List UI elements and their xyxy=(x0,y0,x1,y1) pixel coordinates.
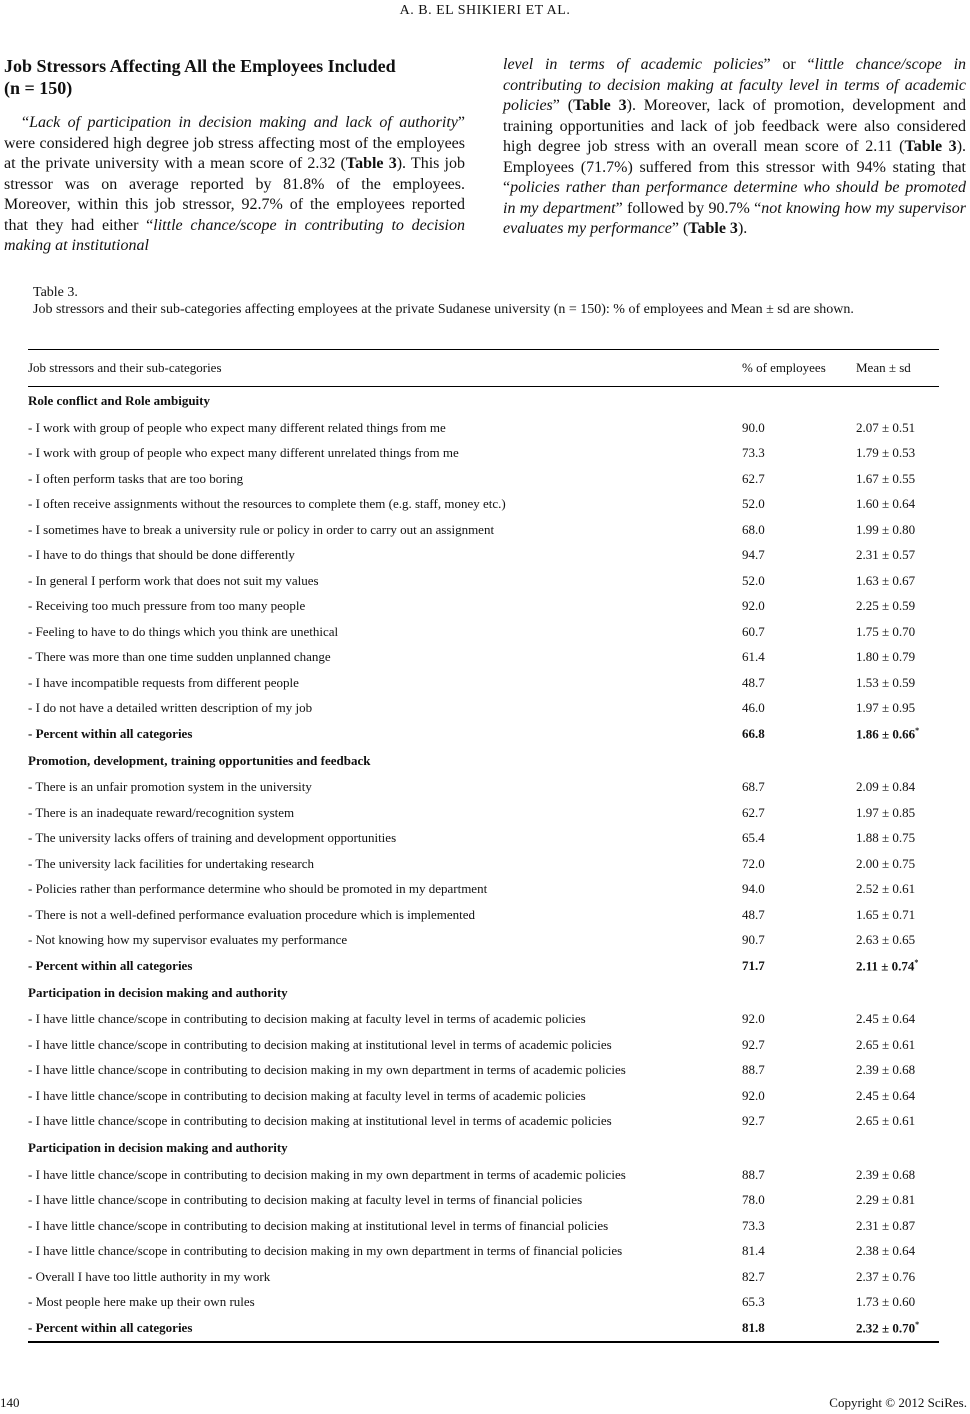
stressor-label: - I have little chance/scope in contributing to decision making at faculty level in terms of academic policies xyxy=(28,1011,586,1027)
summary-row xyxy=(28,1315,939,1342)
text-run: Table 3 xyxy=(688,220,738,237)
mean-value: 2.39 ± 0.68 xyxy=(856,1166,916,1182)
mean-cell xyxy=(856,441,939,467)
header-percent: % of employees xyxy=(742,350,856,387)
percent-cell: 94.0 xyxy=(742,881,765,897)
table-row xyxy=(28,645,939,671)
mean-value: 1.79 ± 0.53 xyxy=(856,445,916,461)
mean-cell xyxy=(856,1213,939,1239)
text-run: ” followed by 90.7% “ xyxy=(615,199,762,217)
table-row xyxy=(28,902,939,928)
stressor-label: - There is an inadequate reward/recognition system xyxy=(28,804,295,820)
text-run: little chance/scope in contributing to decision making at institutional xyxy=(4,216,465,254)
header-stressors: Job stressors and their sub-categories xyxy=(28,350,742,387)
stressor-label: - I have little chance/scope in contributing to decision making in my own department in terms of financial policies xyxy=(28,1243,623,1259)
mean-cell xyxy=(856,670,939,696)
percent-cell: 68.7 xyxy=(742,779,765,795)
percent-cell: 73.3 xyxy=(742,445,765,461)
stressor-label: - The university lack facilities for undertaking research xyxy=(28,855,315,871)
stressor-label: - Feeling to have to do things which you think are unethical xyxy=(28,623,339,639)
table-row xyxy=(28,1032,939,1058)
text-run: ” ( xyxy=(552,97,574,114)
stressor-label: - I work with group of people who expect many different unrelated things from me xyxy=(28,445,459,461)
table-row xyxy=(28,670,939,696)
percent-cell: 88.7 xyxy=(742,1166,765,1182)
category-row xyxy=(28,387,939,416)
percent-cell: 92.0 xyxy=(742,1011,765,1027)
mean-cell xyxy=(856,594,939,620)
percent-cell: 92.7 xyxy=(742,1036,765,1052)
percent-cell: 60.7 xyxy=(742,623,765,639)
mean-cell xyxy=(856,645,939,671)
mean-cell xyxy=(856,492,939,518)
mean-cell xyxy=(856,800,939,826)
table-row xyxy=(28,594,939,620)
table-row xyxy=(28,1213,939,1239)
mean-cell xyxy=(856,1239,939,1265)
text-run: ” or “ xyxy=(763,56,815,73)
mean-value: 2.11 ± 0.74 xyxy=(856,957,915,973)
percent-cell: 61.4 xyxy=(742,649,765,665)
mean-value: 2.07 ± 0.51 xyxy=(856,419,916,435)
percent-cell: 46.0 xyxy=(742,700,765,716)
mean-value: 1.67 ± 0.55 xyxy=(856,470,916,486)
page-number: 140 xyxy=(0,1395,20,1410)
percent-cell: 90.0 xyxy=(742,419,765,435)
section-heading-line1: Job Stressors Affecting All the Employees Included xyxy=(4,56,396,76)
text-run: ” were considered high degree job stress affecting most of the employees at the private university with a mean score of 2.32 ( xyxy=(4,114,465,172)
mean-value: 1.63 ± 0.67 xyxy=(856,572,916,588)
stressor-label: - Percent within all categories xyxy=(28,957,193,973)
percent-cell: 66.8 xyxy=(742,725,765,741)
mean-cell xyxy=(856,775,939,801)
stressor-label: - Percent within all categories xyxy=(28,1315,742,1342)
percent-cell: 78.0 xyxy=(742,1192,765,1208)
summary-row xyxy=(28,953,939,979)
stressor-label: - There is an unfair promotion system in the university xyxy=(28,779,312,795)
mean-cell xyxy=(856,1264,939,1290)
table-row xyxy=(28,1162,939,1188)
significance-marker: * xyxy=(914,957,919,967)
table-row xyxy=(28,1290,939,1316)
table-caption-text: Job stressors and their sub-categories affecting employees at the private Sudanese university (n = 150): % of employees and Mean ± sd are shown. xyxy=(33,302,854,317)
table-row xyxy=(28,415,939,441)
table-caption xyxy=(33,284,948,318)
percent-cell: 92.7 xyxy=(742,1113,765,1129)
section-heading xyxy=(4,55,465,99)
stressor-label: - There was more than one time sudden unplanned change xyxy=(28,649,331,665)
mean-value: 2.09 ± 0.84 xyxy=(856,779,916,795)
percent-cell: 92.0 xyxy=(742,1087,765,1103)
mean-cell xyxy=(856,1058,939,1084)
text-run: “ xyxy=(22,114,30,131)
percent-cell: 73.3 xyxy=(742,1217,765,1233)
mean-value: 2.45 ± 0.64 xyxy=(856,1011,916,1027)
table-row xyxy=(28,568,939,594)
text-run: level in terms of academic policies xyxy=(503,56,764,73)
table-row xyxy=(28,466,939,492)
percent-cell: 68.0 xyxy=(742,521,765,537)
table-row xyxy=(28,775,939,801)
stressor-label: - Percent within all categories xyxy=(28,725,193,741)
mean-value: 2.52 ± 0.61 xyxy=(856,881,916,897)
header-mean: Mean ± sd xyxy=(856,350,939,387)
mean-cell xyxy=(856,928,939,954)
percent-cell: 82.7 xyxy=(742,1268,765,1284)
running-header: A. B. EL SHIKIERI ET AL. xyxy=(399,3,571,18)
table-row xyxy=(28,800,939,826)
text-run: Table 3 xyxy=(573,97,627,114)
mean-cell xyxy=(856,902,939,928)
stressor-label: - I often receive assignments without the resources to complete them (e.g. staff, money etc.) xyxy=(28,496,506,512)
table-row xyxy=(28,517,939,543)
percent-cell: 52.0 xyxy=(742,572,765,588)
section-heading-line2: (n = 150) xyxy=(4,78,73,98)
table-header-row xyxy=(28,350,939,387)
category-row xyxy=(28,1134,939,1162)
stressor-label: - I have little chance/scope in contributing to decision making at institutional level in terms of academic policies xyxy=(28,1036,612,1052)
mean-value: 2.25 ± 0.59 xyxy=(856,598,916,614)
data-table xyxy=(28,349,939,1343)
mean-value: 1.88 ± 0.75 xyxy=(856,830,916,846)
mean-value: 2.32 ± 0.70 xyxy=(856,1319,916,1335)
mean-cell xyxy=(856,517,939,543)
percent-cell: 62.7 xyxy=(742,470,765,486)
mean-cell xyxy=(856,1083,939,1109)
mean-cell xyxy=(856,466,939,492)
stressor-label: - I have little chance/scope in contributing to decision making in my own department in terms of academic policies xyxy=(28,1166,626,1182)
mean-value: 2.31 ± 0.57 xyxy=(856,547,916,563)
mean-value: 1.65 ± 0.71 xyxy=(856,906,916,922)
percent-cell: 65.4 xyxy=(742,830,765,846)
mean-value: 1.86 ± 0.66 xyxy=(856,725,916,741)
table-row xyxy=(28,696,939,722)
text-run: little chance/scope in contributing to decision making at faculty level in terms of academic policies xyxy=(503,56,967,114)
text-run: Table 3 xyxy=(904,138,957,155)
mean-value: 2.31 ± 0.87 xyxy=(856,1217,916,1233)
stressor-label: - Receiving too much pressure from too many people xyxy=(28,598,306,614)
percent-cell: 81.8 xyxy=(742,1315,856,1342)
right-column xyxy=(503,55,966,240)
mean-cell xyxy=(856,851,939,877)
text-run: ). Employees (71.7%) suffered from this stressor with 94% stating that “ xyxy=(503,138,967,196)
text-run: ). This job stressor was on average reported by 81.8% of the employees. Moreover, within this job stressor, 92.7% of the employees reported that they had either “ xyxy=(4,155,465,234)
stressor-label: - I have to do things that should be done differently xyxy=(28,547,295,563)
mean-value: 2.65 ± 0.61 xyxy=(856,1113,916,1129)
table-row xyxy=(28,877,939,903)
category-label: Participation in decision making and authority xyxy=(28,984,288,1000)
text-run: ” ( xyxy=(671,220,689,237)
mean-cell xyxy=(856,696,939,722)
mean-value: 1.99 ± 0.80 xyxy=(856,521,916,537)
significance-marker: * xyxy=(915,725,920,735)
stressor-label: - There is not a well-defined performance evaluation procedure which is implemented xyxy=(28,906,476,922)
percent-cell: 71.7 xyxy=(742,957,765,973)
stressor-label: - Policies rather than performance determine who should be promoted in my department xyxy=(28,881,488,897)
mean-value: 1.60 ± 0.64 xyxy=(856,496,916,512)
mean-cell xyxy=(856,1188,939,1214)
category-row xyxy=(28,747,939,775)
text-run: ). Moreover, lack of promotion, development and training opportunities and lack of job feedback were also considered high degree job stress with an overall mean score of 2.11 ( xyxy=(503,97,967,155)
table-row xyxy=(28,1058,939,1084)
percent-cell: 88.7 xyxy=(742,1062,765,1078)
category-label: Participation in decision making and authority xyxy=(28,1140,288,1155)
text-run: not knowing how my supervisor evaluates my performance xyxy=(503,199,967,237)
copyright: Copyright © 2012 SciRes. xyxy=(829,1395,967,1410)
mean-value: 2.00 ± 0.75 xyxy=(856,855,916,871)
table-row xyxy=(28,826,939,852)
mean-value: 1.97 ± 0.95 xyxy=(856,700,916,716)
mean-cell xyxy=(856,1032,939,1058)
mean-value: 2.37 ± 0.76 xyxy=(856,1268,916,1284)
mean-cell xyxy=(856,1315,939,1342)
mean-cell xyxy=(856,1109,939,1135)
category-label: Promotion, development, training opportunities and feedback xyxy=(28,752,371,768)
left-column xyxy=(4,55,465,257)
stressor-label: - I have little chance/scope in contributing to decision making at faculty level in terms of academic policies xyxy=(28,1087,586,1103)
stressor-label: - I have little chance/scope in contributing to decision making at institutional level in terms of financial policies xyxy=(28,1217,609,1233)
mean-cell xyxy=(856,1162,939,1188)
table-row xyxy=(28,543,939,569)
mean-value: 2.65 ± 0.61 xyxy=(856,1036,916,1052)
mean-cell xyxy=(856,619,939,645)
mean-value: 2.63 ± 0.65 xyxy=(856,932,916,948)
mean-value: 2.29 ± 0.81 xyxy=(856,1192,916,1208)
mean-cell xyxy=(856,1007,939,1033)
stressor-label: - I often perform tasks that are too boring xyxy=(28,470,244,486)
table-row xyxy=(28,928,939,954)
table-row xyxy=(28,1083,939,1109)
table-row xyxy=(28,1188,939,1214)
table-row xyxy=(28,851,939,877)
mean-value: 1.80 ± 0.79 xyxy=(856,649,916,665)
text-run: Lack of participation in decision making and lack of authority xyxy=(29,114,458,131)
stressor-label: - The university lacks offers of training and development opportunities xyxy=(28,830,397,846)
table-row xyxy=(28,1109,939,1135)
percent-cell: 52.0 xyxy=(742,496,765,512)
mean-cell xyxy=(856,721,939,747)
table-row xyxy=(28,619,939,645)
percent-cell: 65.3 xyxy=(742,1294,765,1310)
stressor-label: - I have little chance/scope in contributing to decision making in my own department in terms of academic policies xyxy=(28,1062,626,1078)
stressor-label: - Not knowing how my supervisor evaluates my performance xyxy=(28,932,348,948)
mean-value: 1.97 ± 0.85 xyxy=(856,804,916,820)
stressor-label: - I have little chance/scope in contributing to decision making at institutional level in terms of academic policies xyxy=(28,1113,612,1129)
percent-cell: 62.7 xyxy=(742,804,765,820)
mean-cell xyxy=(856,826,939,852)
mean-value: 2.39 ± 0.68 xyxy=(856,1062,916,1078)
mean-value: 1.75 ± 0.70 xyxy=(856,623,916,639)
body-paragraph-left xyxy=(4,113,465,257)
mean-value: 1.73 ± 0.60 xyxy=(856,1294,916,1310)
percent-cell: 72.0 xyxy=(742,855,765,871)
table-caption-title: Table 3. xyxy=(33,285,78,300)
mean-cell xyxy=(856,568,939,594)
table-row xyxy=(28,1007,939,1033)
percent-cell: 48.7 xyxy=(742,906,765,922)
stressor-label: - Overall I have too little authority in my work xyxy=(28,1268,271,1284)
stressor-label: - In general I perform work that does not suit my values xyxy=(28,572,319,588)
body-paragraph-right xyxy=(503,55,966,240)
mean-value: 2.45 ± 0.64 xyxy=(856,1087,916,1103)
percent-cell: 90.7 xyxy=(742,932,765,948)
significance-marker: * xyxy=(915,1319,920,1329)
stressor-label: - I have incompatible requests from different people xyxy=(28,674,299,690)
text-run: Table 3 xyxy=(345,155,397,172)
percent-cell: 81.4 xyxy=(742,1243,765,1259)
table-row xyxy=(28,1264,939,1290)
mean-cell xyxy=(856,953,939,979)
mean-value: 1.53 ± 0.59 xyxy=(856,674,916,690)
stressor-label: - Most people here make up their own rules xyxy=(28,1294,255,1310)
stressor-label: - I sometimes have to break a university rule or policy in order to carry out an assignment xyxy=(28,521,495,537)
percent-cell: 92.0 xyxy=(742,598,765,614)
mean-cell xyxy=(856,877,939,903)
percent-cell: 94.7 xyxy=(742,547,765,563)
category-label: Role conflict and Role ambiguity xyxy=(28,393,210,408)
mean-cell xyxy=(856,1290,939,1316)
mean-cell xyxy=(856,415,939,441)
percent-cell: 48.7 xyxy=(742,674,765,690)
table-row xyxy=(28,441,939,467)
stressor-label: - I work with group of people who expect many different related things from me xyxy=(28,419,446,435)
table-row xyxy=(28,492,939,518)
category-row xyxy=(28,979,939,1007)
summary-row xyxy=(28,721,939,747)
mean-value: 2.38 ± 0.64 xyxy=(856,1243,916,1259)
table-row xyxy=(28,1239,939,1265)
text-run: ). xyxy=(737,220,748,237)
mean-cell xyxy=(856,543,939,569)
text-run: policies rather than performance determine who should be promoted in my department xyxy=(503,179,966,217)
stressor-label: - I do not have a detailed written description of my job xyxy=(28,700,313,716)
stressor-label: - I have little chance/scope in contributing to decision making at faculty level in terms of financial policies xyxy=(28,1192,583,1208)
